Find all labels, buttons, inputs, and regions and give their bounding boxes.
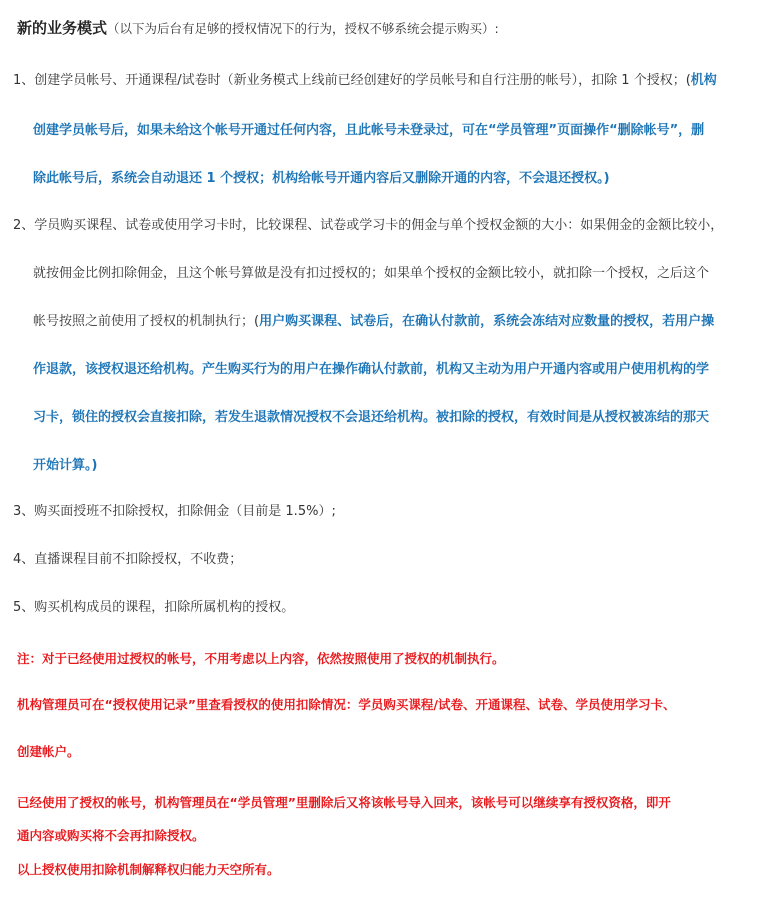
item-1-line-2: 创建学员帐号后，如果未给这个帐号开通过任何内容，且此帐号未登录过，可在“学员管理”页面操作“删除帐号”，删 bbox=[33, 123, 705, 138]
title-sub: （以下为后台有足够的授权情况下的行为，授权不够系统会提示购买）: bbox=[107, 21, 499, 36]
item-2-text-1: 学员购买课程、试卷或使用学习卡时，比较课程、试卷或学习卡的佣金与单个授权金额的大小：如果佣金的金额比较小， bbox=[34, 218, 724, 233]
item-5-text: 购买机构成员的课程，扣除所属机构的授权。 bbox=[34, 600, 295, 615]
item-2-line-2: 就按佣金比例扣除佣金，且这个帐号算做是没有扣过授权的；如果单个授权的金额比较小，就扣除一个授权，之后这个 bbox=[33, 266, 710, 281]
item-2-line-6: 开始计算。) bbox=[33, 458, 98, 473]
title-main: 新的业务模式 bbox=[17, 19, 108, 37]
item-2-line-3 bbox=[33, 312, 781, 332]
item-4-number: 4、 bbox=[13, 552, 35, 567]
item-4-text: 直播课程目前不扣除授权，不收费； bbox=[34, 552, 243, 567]
item-1-line-3: 除此帐号后，系统会自动退还 1 个授权；机构给帐号开通内容后又删除开通的内容，不会退还授权。) bbox=[33, 171, 610, 186]
item-1-line-1 bbox=[13, 71, 781, 91]
note-3-line-2: 通内容或购买将不会再扣除授权。 bbox=[17, 828, 205, 843]
note-4: 以上授权使用扣除机制解释权归能力天空所有。 bbox=[17, 862, 280, 877]
item-1-number: 1、 bbox=[13, 73, 35, 88]
item-2-line-1 bbox=[13, 216, 781, 236]
note-1: 注：对于已经使用过授权的帐号，不用考虑以上内容，依然按照使用了授权的机制执行。 bbox=[17, 651, 505, 666]
note-2-line-1: 机构管理员可在“授权使用记录”里查看授权的使用扣除情况：学员购买课程/试卷、开通课程、试卷、学员使用学习卡、 bbox=[17, 697, 676, 712]
item-1-highlight-start: 机构 bbox=[690, 73, 717, 88]
item-2-line-4: 作退款，该授权退还给机构。产生购买行为的用户在操作确认付款前，机构又主动为用户开通内容或用户使用机构的学 bbox=[33, 362, 710, 377]
page-title bbox=[17, 18, 781, 40]
note-3-line-1: 已经使用了授权的帐号，机构管理员在“学员管理”里删除后又将该帐号导入回来，该帐号可以继续享有授权资格，即开 bbox=[17, 795, 671, 810]
item-5 bbox=[13, 598, 781, 618]
item-2-highlight-start: 用户购买课程、试卷后，在确认付款前，系统会冻结对应数量的授权，若用户操 bbox=[259, 314, 715, 329]
item-2-line-5: 习卡，锁住的授权会直接扣除，若发生退款情况授权不会退还给机构。被扣除的授权，有效时间是从授权被冻结的那天 bbox=[33, 410, 710, 425]
item-1-text: 创建学员帐号、开通课程/试卷时（新业务模式上线前已经创建好的学员帐号和自行注册的帐号），扣除 1 个授权；( bbox=[34, 73, 691, 88]
item-2-number: 2、 bbox=[13, 218, 35, 233]
item-3 bbox=[13, 502, 781, 522]
item-3-text: 购买面授班不扣除授权，扣除佣金（目前是 1.5%）; bbox=[34, 504, 336, 519]
item-2-text-3: 帐号按照之前使用了授权的机制执行；( bbox=[33, 314, 260, 329]
note-2-line-2: 创建帐户。 bbox=[17, 744, 80, 759]
item-5-number: 5、 bbox=[13, 600, 35, 615]
item-4 bbox=[13, 550, 781, 570]
item-3-number: 3、 bbox=[13, 504, 35, 519]
